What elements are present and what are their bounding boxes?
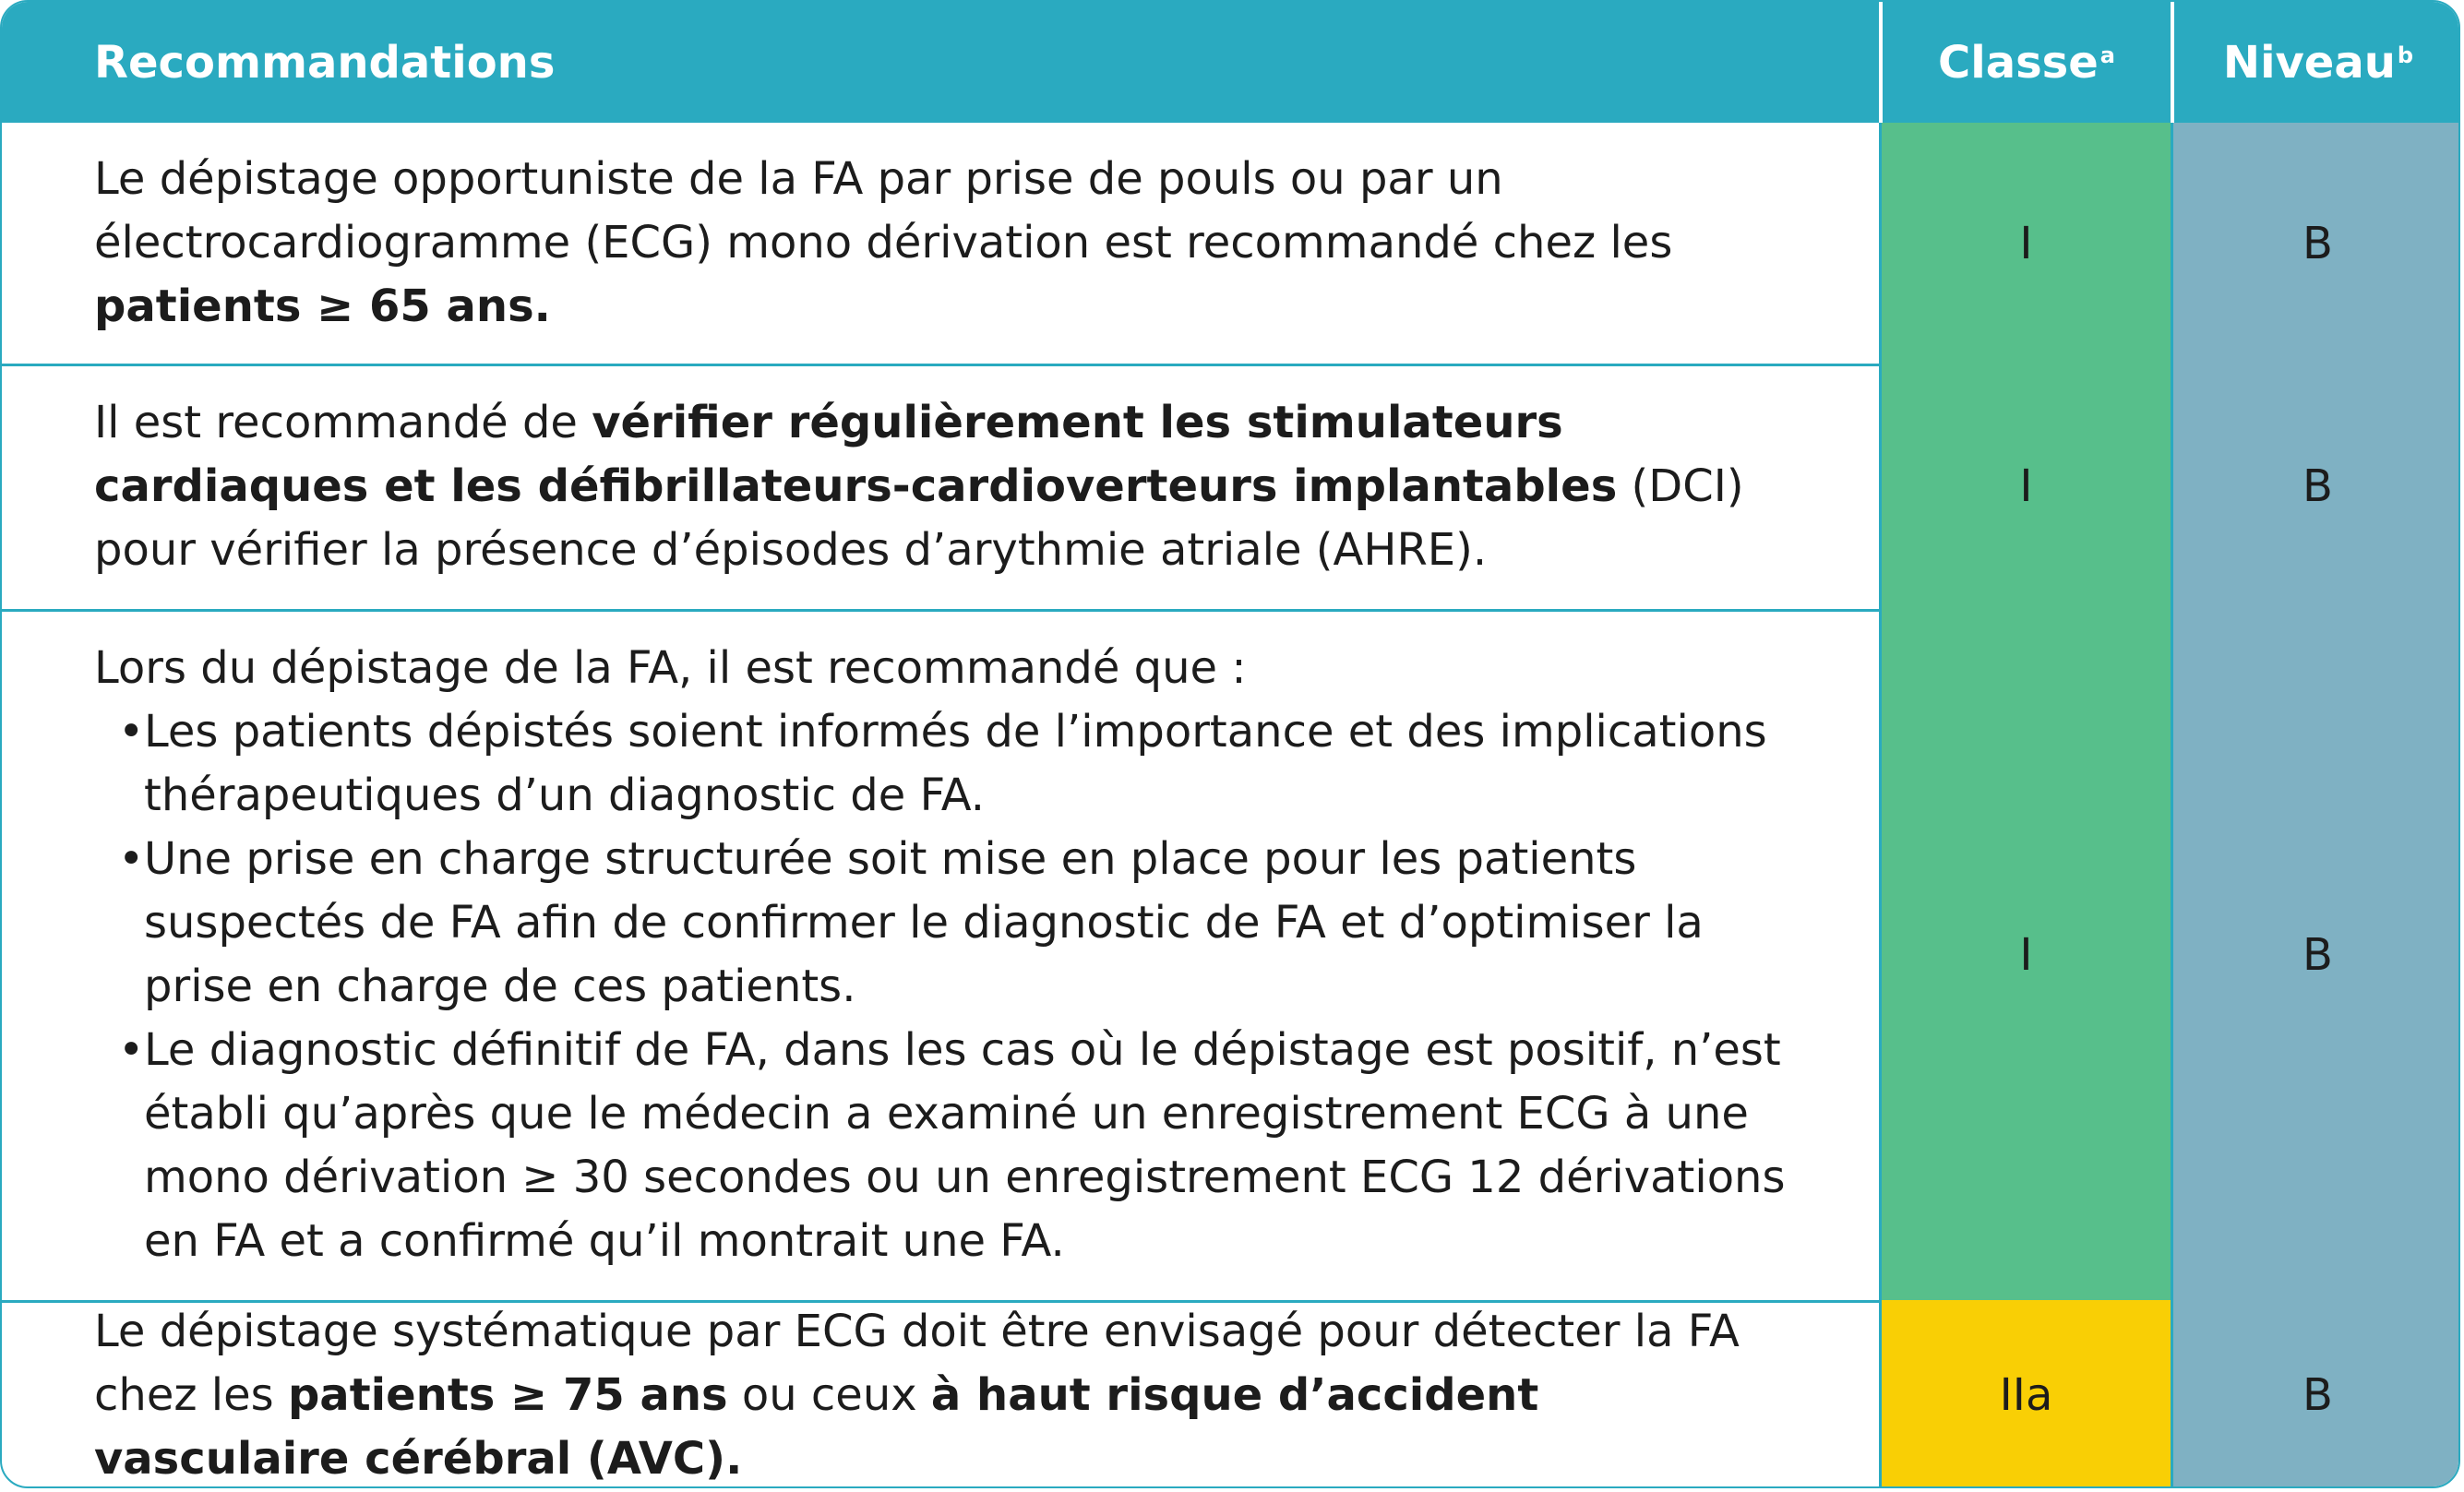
table-header xyxy=(2,2,2458,123)
classe-footnote-mark: a xyxy=(2099,42,2115,68)
class-cell: IIa xyxy=(1879,1300,2171,1488)
recommendation-text: Il est recommandé de vérifier régulièrement les stimulateurs cardiaques et les défibrillateurs-cardioverteurs implantables (DCI) pour vérifier la présence d’épisodes d’arythmie atriale (AHRE). xyxy=(94,396,1744,576)
level-cell: B xyxy=(2171,364,2460,609)
table-row xyxy=(2,364,2458,612)
recommendation-intro: Lors du dépistage de la FA, il est recommandé que : xyxy=(94,641,1247,694)
class-cell: I xyxy=(1879,364,2171,609)
header-recommandations: Recommandations xyxy=(94,36,556,89)
level-cell: B xyxy=(2171,123,2460,364)
table-row xyxy=(2,609,2458,1303)
list-item: • Les patients dépistés soient informés de l’importance et des implications thérapeutiques d’un diagnostic de FA. xyxy=(94,700,1787,828)
table-row xyxy=(2,123,2458,366)
list-item: • Le diagnostic définitif de FA, dans les cas où le dépistage est positif, n’est établi qu’après que le médecin a examiné un enregistrement ECG à une mono dérivation ≥ 30 secondes ou un enregistrement ECG 12 dérivations en FA et a confirmé qu’il montrait une FA. xyxy=(94,1019,1787,1273)
level-cell: B xyxy=(2171,1300,2460,1488)
class-cell: I xyxy=(1879,609,2171,1300)
recommendation-text xyxy=(2,609,1879,1300)
niveau-footnote-mark: b xyxy=(2397,42,2414,68)
list-item: • Une prise en charge structurée soit mise en place pour les patients suspectés de FA afin de confirmer le diagnostic de FA et d’optimiser la prise en charge de ces patients. xyxy=(94,828,1787,1019)
recommendation-text: Le dépistage systématique par ECG doit être envisagé pour détecter la FA chez les patients ≥ 75 ans ou ceux à haut risque d’accident vasculaire cérébral (AVC). xyxy=(94,1305,1740,1485)
header-classe: Classe $^a$ xyxy=(1879,2,2171,123)
header-niveau: Niveau $^b$ xyxy=(2171,2,2460,123)
class-cell: I xyxy=(1879,123,2171,364)
level-cell: B xyxy=(2171,609,2460,1300)
table-row xyxy=(2,1300,2458,1488)
recommendation-bullets xyxy=(94,700,1787,1273)
recommendation-text: Le dépistage opportuniste de la FA par prise de pouls ou par un électrocardiogramme (ECG) mono dérivation est recommandé chez les patients ≥ 65 ans. xyxy=(94,153,1673,332)
